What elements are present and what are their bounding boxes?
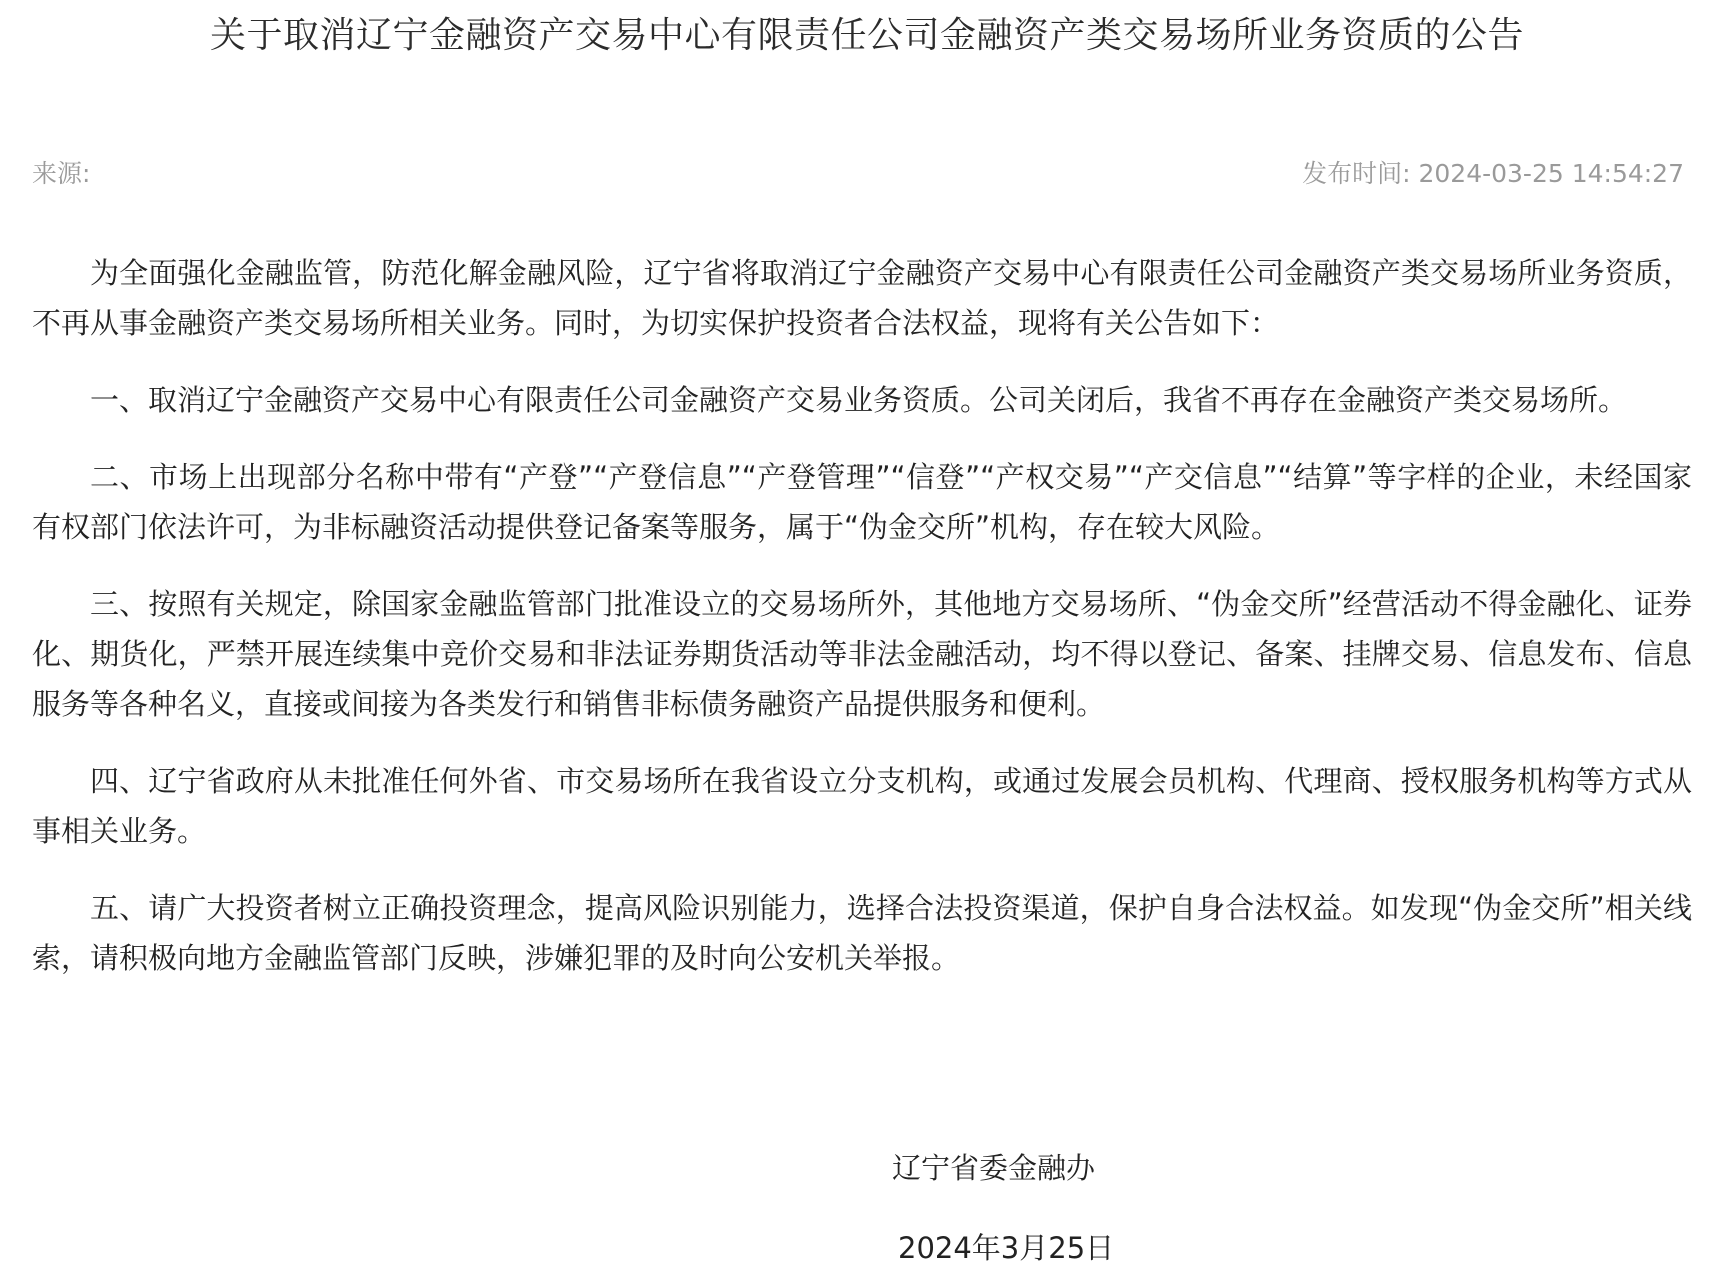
paragraph-intro: 为全面强化金融监管，防范化解金融风险，辽宁省将取消辽宁金融资产交易中心有限责任公司金融资产类交易场所业务资质，不再从事金融资产类交易场所相关业务。同时，为切实保护投资者合法权益，现将有关公告如下：: [32, 256, 1692, 340]
paragraph-item-3: 三、按照有关规定，除国家金融监管部门批准设立的交易场所外，其他地方交易场所、“伪金交所”经营活动不得金融化、证券化、期货化，严禁开展连续集中竞价交易和非法证券期货活动等非法金融活动，均不得以登记、备案、挂牌交易、信息发布、信息服务等各种名义，直接或间接为各类发行和销售非标债务融资产品提供服务和便利。: [32, 587, 1692, 721]
issuer-signature: 辽宁省委金融办: [892, 1151, 1096, 1185]
paragraph-item-2: 二、市场上出现部分名称中带有“产登”“产登信息”“产登管理”“信登”“产权交易”“产交信息”“结算”等字样的企业，未经国家有权部门依法许可，为非标融资活动提供登记备案等服务，属于“伪金交所”机构，存在较大风险。: [32, 460, 1692, 544]
article-meta: [32, 154, 1684, 194]
publish-time: 发布时间: 2024-03-25 14:54:27: [1302, 159, 1684, 188]
paragraph-item-5: 五、请广大投资者树立正确投资理念，提高风险识别能力，选择合法投资渠道，保护自身合法权益。如发现“伪金交所”相关线索，请积极向地方金融监管部门反映，涉嫌犯罪的及时向公安机关举报。: [32, 891, 1692, 975]
issue-date: 2024年3月25日: [898, 1231, 1115, 1265]
source-label: 来源:: [32, 159, 91, 188]
paragraph-item-1: 一、取消辽宁金融资产交易中心有限责任公司金融资产交易业务资质。公司关闭后，我省不再存在金融资产类交易场所。: [90, 383, 1628, 417]
article-title: 关于取消辽宁金融资产交易中心有限责任公司金融资产类交易场所业务资质的公告: [209, 15, 1524, 56]
article-body: [32, 248, 1692, 1010]
paragraph-item-4: 四、辽宁省政府从未批准任何外省、市交易场所在我省设立分支机构，或通过发展会员机构、代理商、授权服务机构等方式从事相关业务。: [32, 764, 1692, 848]
